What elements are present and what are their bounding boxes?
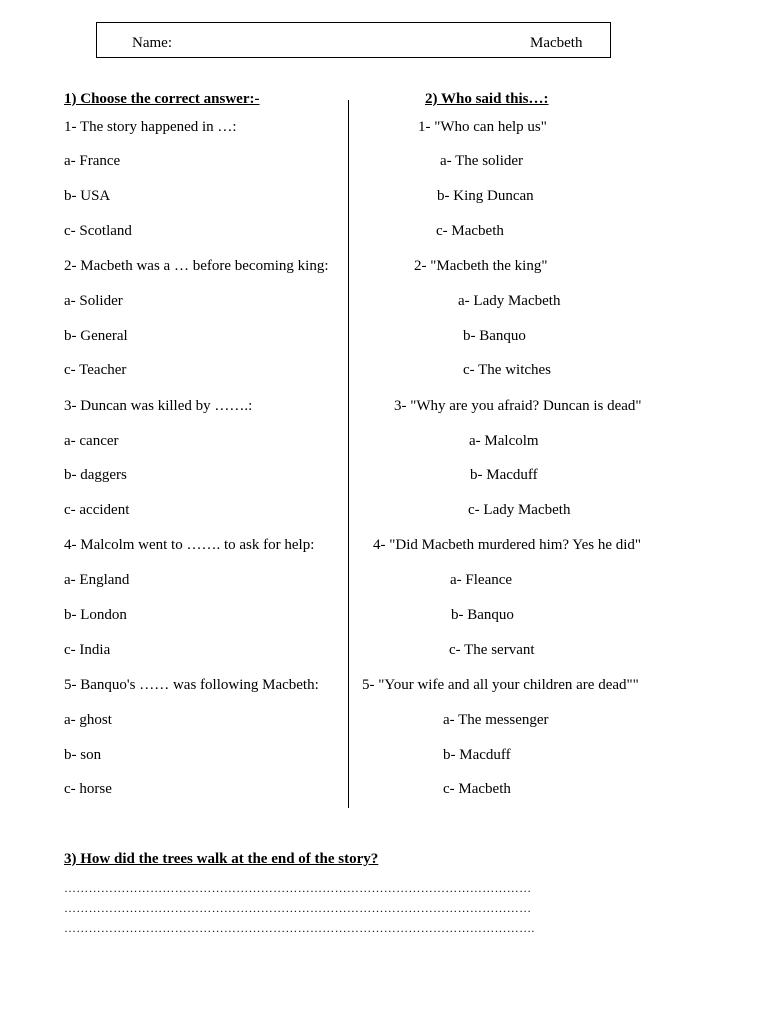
s2-quote-3: 3- "Why are you afraid? Duncan is dead" (394, 398, 642, 414)
s1-q5-option-a: a- ghost (64, 712, 112, 728)
s2-q3-option-b: b- Macduff (470, 467, 538, 483)
s2-quote-2: 2- "Macbeth the king" (414, 258, 548, 274)
s1-question-1: 1- The story happened in …: (64, 119, 237, 135)
s2-q4-option-b: b- Banquo (451, 607, 514, 623)
s2-quote-4: 4- "Did Macbeth murdered him? Yes he did" (373, 537, 642, 553)
section3-heading: 3) How did the trees walk at the end of the story? (64, 851, 379, 867)
s1-q4-option-c: c- India (64, 642, 111, 658)
s1-question-5: 5- Banquo's …… was following Macbeth: (64, 677, 319, 693)
s2-q5-option-c: c- Macbeth (443, 781, 511, 797)
name-label: Name: (132, 35, 172, 51)
s2-q2-option-a: a- Lady Macbeth (458, 293, 561, 309)
s1-q2-option-a: a- Solider (64, 293, 123, 309)
s1-question-2: 2- Macbeth was a … before becoming king: (64, 258, 329, 274)
answer-line: …………………………………………………………………………………………………… (64, 881, 532, 895)
s2-q1-option-b: b- King Duncan (437, 188, 534, 204)
s2-quote-5: 5- "Your wife and all your children are dead"" (362, 677, 639, 693)
s1-q5-option-c: c- horse (64, 781, 112, 797)
s2-q3-option-c: c- Lady Macbeth (468, 502, 571, 518)
s2-q3-option-a: a- Malcolm (469, 433, 539, 449)
column-divider (348, 100, 349, 808)
answer-line: …………………………………………………………………………………………………… (64, 901, 532, 915)
answer-line: ……………………………………………………………………………………………………. (64, 921, 535, 935)
s2-q2-option-c: c- The witches (463, 362, 552, 378)
s2-q5-option-a: a- The messenger (443, 712, 549, 728)
s2-q4-option-a: a- Fleance (450, 572, 513, 588)
s1-q1-option-a: a- France (64, 153, 121, 169)
s1-q1-option-c: c- Scotland (64, 223, 132, 239)
s1-q2-option-c: c- Teacher (64, 362, 127, 378)
worksheet-title: Macbeth (530, 35, 583, 51)
s1-q1-option-b: b- USA (64, 188, 111, 204)
s2-q5-option-b: b- Macduff (443, 747, 511, 763)
s1-q4-option-a: a- England (64, 572, 130, 588)
s2-q4-option-c: c- The servant (449, 642, 535, 658)
s2-q1-option-a: a- The solider (440, 153, 524, 169)
s1-question-4: 4- Malcolm went to ……. to ask for help: (64, 537, 315, 553)
s1-q3-option-b: b- daggers (64, 467, 127, 483)
s1-q2-option-b: b- General (64, 328, 128, 344)
s2-q1-option-c: c- Macbeth (436, 223, 504, 239)
s1-q5-option-b: b- son (64, 747, 102, 763)
s1-q3-option-c: c- accident (64, 502, 130, 518)
s1-question-3: 3- Duncan was killed by …….: (64, 398, 253, 414)
s2-q2-option-b: b- Banquo (463, 328, 526, 344)
s2-quote-1: 1- "Who can help us" (418, 119, 547, 135)
s1-q4-option-b: b- London (64, 607, 127, 623)
section1-heading: 1) Choose the correct answer:- (64, 91, 260, 107)
section2-heading: 2) Who said this…: (425, 91, 549, 107)
s1-q3-option-a: a- cancer (64, 433, 119, 449)
